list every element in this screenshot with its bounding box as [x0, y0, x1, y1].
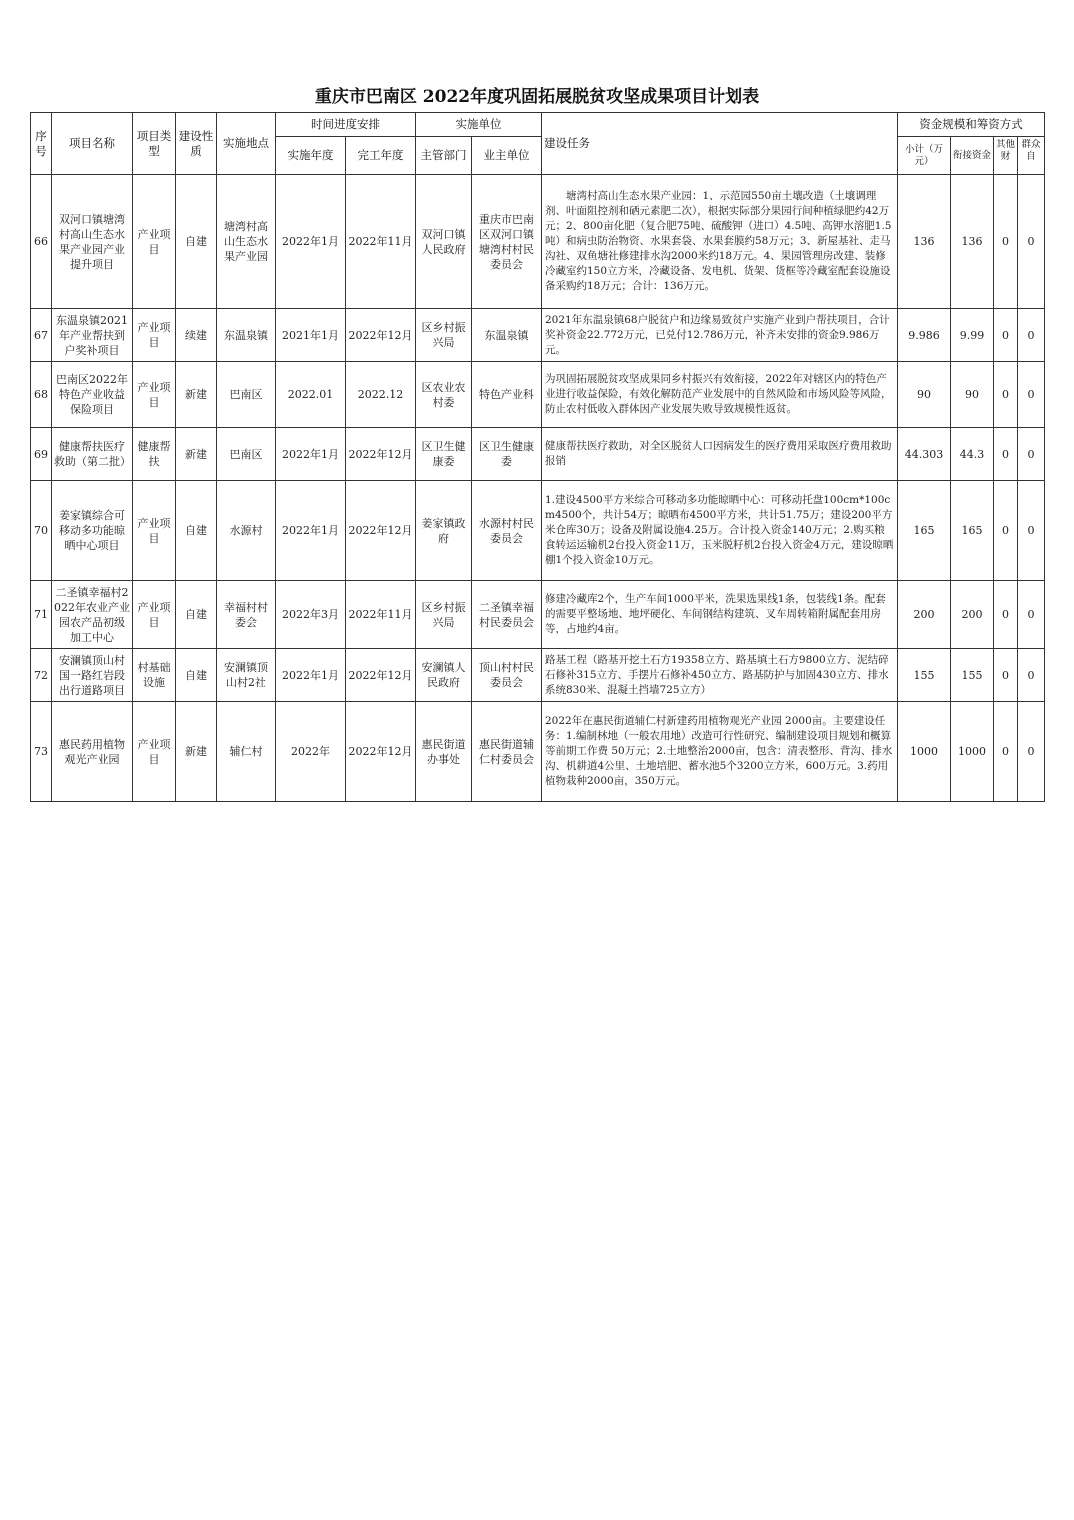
row-subtotal: 136	[898, 175, 951, 309]
row-seq: 73	[31, 702, 52, 802]
row-task: 修建冷藏库2个，生产车间1000平米，洗果选果线1条，包装线1条。配套的需要平整场地、地坪硬化、车间钢结构建筑、叉车周转箱附属配套用房等，占地约4亩。	[542, 581, 898, 649]
row-seq: 67	[31, 309, 52, 362]
row-start: 2022.01	[276, 362, 346, 428]
row-start: 2022年1月	[276, 175, 346, 309]
row-nature: 新建	[176, 362, 217, 428]
row-task: 健康帮扶医疗救助，对全区脱贫人口因病发生的医疗费用采取医疗费用救助报销	[542, 428, 898, 481]
table-row	[31, 702, 1045, 802]
row-name: 二圣镇幸福村2022年农业产业园农产品初级加工中心	[52, 581, 133, 649]
row-other: 0	[994, 581, 1018, 649]
row-type: 产业项目	[133, 481, 176, 581]
row-task: 2021年东温泉镇68户脱贫户和边缘易致贫户实施产业到户帮扶项目，合计奖补资金22.772万元，已兑付12.786万元，补齐未安排的资金9.986万元。	[542, 309, 898, 362]
row-seq: 68	[31, 362, 52, 428]
header-name: 项目名称	[52, 113, 133, 175]
row-linked: 90	[951, 362, 994, 428]
row-start: 2022年	[276, 702, 346, 802]
row-public: 0	[1018, 649, 1045, 702]
header-nature: 建设性质	[176, 113, 217, 175]
row-dept: 区卫生健康委	[416, 428, 472, 481]
header-end-year: 完工年度	[346, 137, 416, 175]
row-public: 0	[1018, 362, 1045, 428]
row-start: 2022年3月	[276, 581, 346, 649]
row-linked: 9.99	[951, 309, 994, 362]
header-type: 项目类型	[133, 113, 176, 175]
row-end: 2022年12月	[346, 428, 416, 481]
row-start: 2021年1月	[276, 309, 346, 362]
row-location: 东温泉镇	[217, 309, 276, 362]
row-task: 路基工程（路基开挖土石方19358立方、路基填土石方9800立方、泥结碎石修补315立方、手摆片石修补450立方、路基防护与加固430立方、排水系统830米、混凝土挡墙725立方）	[542, 649, 898, 702]
row-type: 村基础设施	[133, 649, 176, 702]
row-subtotal: 90	[898, 362, 951, 428]
row-subtotal: 44.303	[898, 428, 951, 481]
row-public: 0	[1018, 581, 1045, 649]
row-start: 2022年1月	[276, 649, 346, 702]
row-name: 健康帮扶医疗救助（第二批）	[52, 428, 133, 481]
row-public: 0	[1018, 428, 1045, 481]
row-owner: 二圣镇幸福村民委员会	[472, 581, 542, 649]
header-public: 群众自	[1018, 137, 1045, 175]
row-seq: 69	[31, 428, 52, 481]
row-owner: 惠民街道辅仁村委员会	[472, 702, 542, 802]
row-public: 0	[1018, 309, 1045, 362]
header-owner: 业主单位	[472, 137, 542, 175]
row-dept: 惠民街道办事处	[416, 702, 472, 802]
row-other: 0	[994, 309, 1018, 362]
row-owner: 水源村村民委员会	[472, 481, 542, 581]
header-dept: 主管部门	[416, 137, 472, 175]
row-end: 2022年11月	[346, 581, 416, 649]
table-row	[31, 175, 1045, 309]
row-linked: 200	[951, 581, 994, 649]
table-row	[31, 362, 1045, 428]
row-linked: 155	[951, 649, 994, 702]
row-owner: 顶山村村民委员会	[472, 649, 542, 702]
row-location: 水源村	[217, 481, 276, 581]
header-other: 其他财	[994, 137, 1018, 175]
row-nature: 自建	[176, 175, 217, 309]
row-name: 姜家镇综合可移动多功能晾晒中心项目	[52, 481, 133, 581]
row-public: 0	[1018, 481, 1045, 581]
row-name: 双河口镇塘湾村高山生态水果产业园产业提升项目	[52, 175, 133, 309]
row-seq: 66	[31, 175, 52, 309]
table-row	[31, 581, 1045, 649]
row-linked: 136	[951, 175, 994, 309]
row-task: 塘湾村高山生态水果产业园：1、示范园550亩土壤改造（土壤调理剂、叶面阻控剂和硒元素肥二次），根据实际部分果园行间种植绿肥约42万元；2、800亩化肥（复合肥75吨、硫酸钾（进口）4.5吨、高钾水溶肥1.5吨）和病虫防治物资、水果套袋、水果套膜约58万元；3、新屋基社、走马沟社、双鱼塘社修建排水沟2000米约18万元。4、果园管理房改建、装修冷藏室约150立方米，冷藏设备、发电机、货架、货框等冷藏室配套设施设备采购约18万元；合计：136万元。	[542, 175, 898, 309]
row-type: 产业项目	[133, 309, 176, 362]
row-start: 2022年1月	[276, 428, 346, 481]
row-task: 为巩固拓展脱贫攻坚成果同乡村振兴有效衔接，2022年对辖区内的特色产业进行收益保险，有效化解防范产业发展中的自然风险和市场风险等风险，防止农村低收入群体因产业发展失败导致规模性返贫。	[542, 362, 898, 428]
row-subtotal: 9.986	[898, 309, 951, 362]
row-subtotal: 200	[898, 581, 951, 649]
row-owner: 区卫生健康委	[472, 428, 542, 481]
row-name: 安澜镇顶山村国一路红岩段出行道路项目	[52, 649, 133, 702]
header-schedule: 时间进度安排	[276, 113, 416, 137]
row-type: 产业项目	[133, 175, 176, 309]
row-end: 2022年11月	[346, 175, 416, 309]
row-owner: 东温泉镇	[472, 309, 542, 362]
row-dept: 区乡村振兴局	[416, 581, 472, 649]
row-nature: 续建	[176, 309, 217, 362]
row-public: 0	[1018, 702, 1045, 802]
row-other: 0	[994, 481, 1018, 581]
row-type: 产业项目	[133, 581, 176, 649]
row-other: 0	[994, 362, 1018, 428]
row-linked: 1000	[951, 702, 994, 802]
row-owner: 重庆市巴南区双河口镇塘湾村村民委员会	[472, 175, 542, 309]
row-end: 2022年12月	[346, 309, 416, 362]
row-end: 2022年12月	[346, 702, 416, 802]
row-location: 巴南区	[217, 428, 276, 481]
row-end: 2022年12月	[346, 649, 416, 702]
header-linked: 衔接资金	[951, 137, 994, 175]
row-end: 2022年12月	[346, 481, 416, 581]
row-seq: 70	[31, 481, 52, 581]
row-other: 0	[994, 175, 1018, 309]
row-public: 0	[1018, 175, 1045, 309]
row-nature: 新建	[176, 428, 217, 481]
table-row	[31, 649, 1045, 702]
row-nature: 自建	[176, 581, 217, 649]
row-nature: 自建	[176, 481, 217, 581]
row-dept: 安澜镇人民政府	[416, 649, 472, 702]
header-fund: 资金规模和筹资方式	[898, 113, 1045, 137]
row-name: 东温泉镇2021年产业帮扶到户奖补项目	[52, 309, 133, 362]
row-nature: 新建	[176, 702, 217, 802]
row-dept: 区乡村振兴局	[416, 309, 472, 362]
table-row	[31, 309, 1045, 362]
header-unit: 实施单位	[416, 113, 542, 137]
row-subtotal: 155	[898, 649, 951, 702]
row-location: 辅仁村	[217, 702, 276, 802]
row-location: 塘湾村高山生态水果产业园	[217, 175, 276, 309]
row-location: 幸福村村委会	[217, 581, 276, 649]
row-start: 2022年1月	[276, 481, 346, 581]
row-nature: 自建	[176, 649, 217, 702]
row-location: 巴南区	[217, 362, 276, 428]
row-subtotal: 165	[898, 481, 951, 581]
header-task: 建设任务	[542, 113, 898, 175]
row-dept: 区农业农村委	[416, 362, 472, 428]
table-row	[31, 428, 1045, 481]
header-start-year: 实施年度	[276, 137, 346, 175]
row-name: 巴南区2022年特色产业收益保险项目	[52, 362, 133, 428]
project-plan-table	[30, 112, 1045, 802]
row-dept: 双河口镇人民政府	[416, 175, 472, 309]
header-location: 实施地点	[217, 113, 276, 175]
row-location: 安澜镇顶山村2社	[217, 649, 276, 702]
table-row	[31, 481, 1045, 581]
row-type: 产业项目	[133, 702, 176, 802]
row-type: 产业项目	[133, 362, 176, 428]
row-type: 健康帮扶	[133, 428, 176, 481]
row-other: 0	[994, 702, 1018, 802]
row-linked: 44.3	[951, 428, 994, 481]
page-title: 重庆市巴南区 2022年度巩固拓展脱贫攻坚成果项目计划表	[314, 87, 760, 107]
row-task: 1.建设4500平方米综合可移动多功能晾晒中心：可移动托盘100cm*100cm4500个，共计54万；晾晒布4500平方米，共计51.75万；建设200平方米仓库30万；设备及附属设施4.25万。合计投入资金140万元；2.购买粮食转运运输机2台投入资金11万，玉米脱籽机2台投入资金4万元，建设晾晒棚1个投入资金10万元。	[542, 481, 898, 581]
row-other: 0	[994, 649, 1018, 702]
header-subtotal: 小计（万元）	[898, 137, 951, 175]
row-owner: 特色产业科	[472, 362, 542, 428]
row-task: 2022年在惠民街道辅仁村新建药用植物观光产业园 2000亩。主要建设任务：1.编制林地（一般农用地）改造可行性研究、编制建设项目规划和概算等前期工作费 50万元；2.土地整治2000亩，包含：清表整形、背沟、排水沟、机耕道4公里、土地培肥、蓄水池5个3200立方米，600万元。3.药用植物栽种2000亩，350万元。	[542, 702, 898, 802]
row-dept: 姜家镇政府	[416, 481, 472, 581]
row-end: 2022.12	[346, 362, 416, 428]
row-name: 惠民药用植物观光产业园	[52, 702, 133, 802]
row-seq: 71	[31, 581, 52, 649]
row-subtotal: 1000	[898, 702, 951, 802]
row-seq: 72	[31, 649, 52, 702]
row-linked: 165	[951, 481, 994, 581]
row-other: 0	[994, 428, 1018, 481]
header-seq: 序号	[31, 113, 52, 175]
